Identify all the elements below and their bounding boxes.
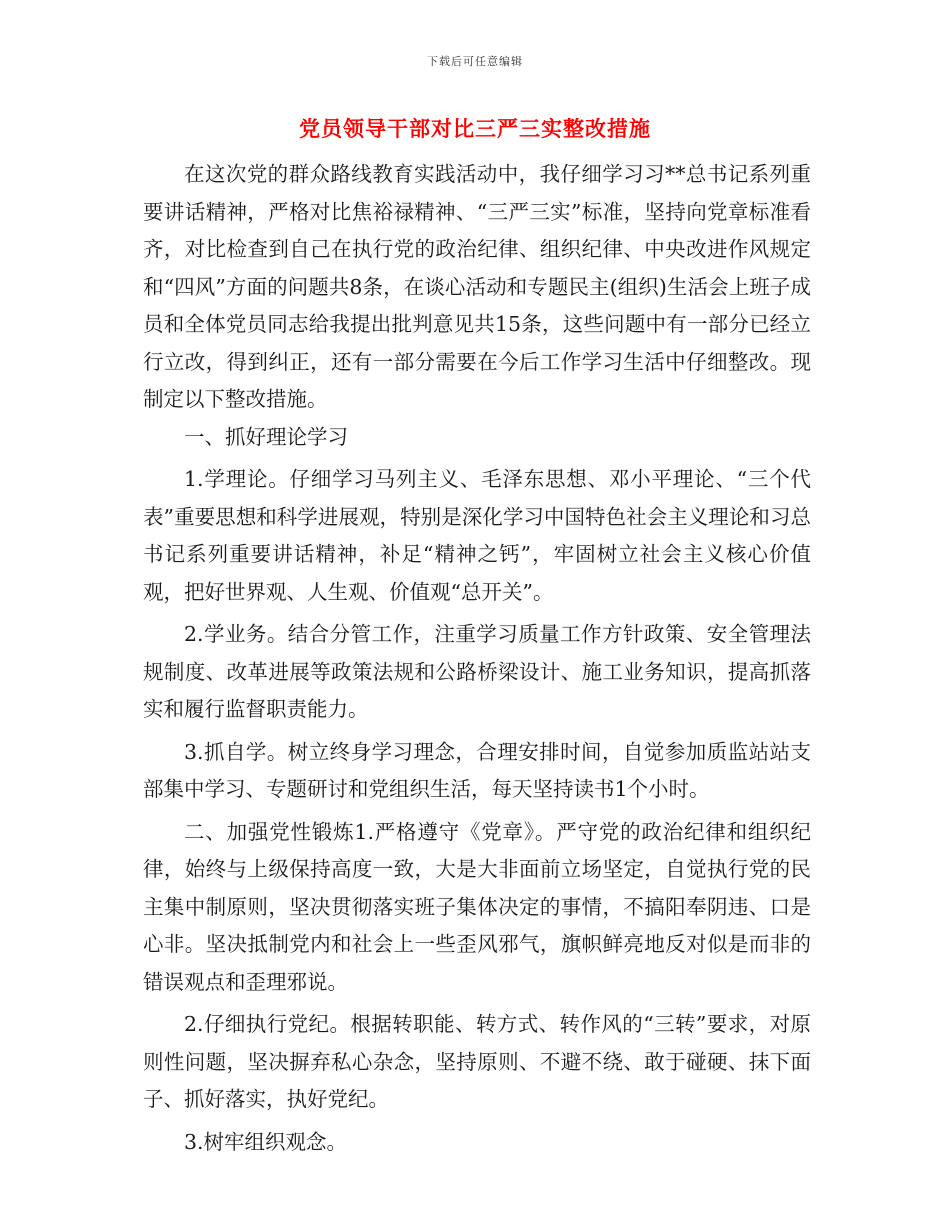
paragraph-study-business: 2.学业务。结合分管工作，注重学习质量工作方针政策、安全管理法规制度、改革进展等政策法规和公路桥梁设计、施工业务知识，提高抓落实和履行监督职责能力。: [143, 622, 811, 721]
paragraph-party-discipline: 二、加强党性锻炼1.严格遵守《党章》。严守党的政治纪律和组织纪律，始终与上级保持高度一致，大是大非面前立场坚定，自觉执行党的民主集中制原则，坚决贯彻落实班子集体决定的事情，不搞阳奉阴违、口是心非。坚决抵制党内和社会上一些歪风邪气，旗帜鲜亮地反对似是而非的错误观点和歪理邪说。: [143, 819, 811, 994]
paragraph-execute-discipline: 2.仔细执行党纪。根据转职能、转方式、转作风的“三转”要求，对原则性问题，坚决摒弃私心杂念，坚持原则、不避不绕、敢于碰硬、抹下面子、抓好落实，执好党纪。: [143, 1012, 811, 1111]
paragraph-self-study: 3.抓自学。树立终身学习理念，合理安排时间，自觉参加质监站站支部集中学习、专题研讨和党组织生活，每天坚持读书1个小时。: [143, 739, 811, 801]
header-note: 下载后可任意编辑: [427, 55, 523, 68]
document-body: [143, 156, 811, 1161]
paragraph-intro: 在这次党的群众路线教育实践活动中，我仔细学习习**总书记系列重要讲话精神，严格对比焦裕禄精神、“三严三实”标准，坚持向党章标准看齐，对比检查到自己在执行党的政治纪律、组织纪律、中央改进作风规定和“四风”方面的问题共8条，在谈心活动和专题民主(组织)生活会上班子成员和全体党员同志给我提出批判意见共15条，这些问题中有一部分已经立行立改，得到纠正，还有一部分需要在今后工作学习生活中仔细整改。现制定以下整改措施。: [143, 162, 811, 411]
paragraph-organization-concept: 3.树牢组织观念。: [184, 1129, 348, 1154]
section-heading-theory-study: 一、抓好理论学习: [184, 424, 348, 449]
document-title: 党员领导干部对比三严三实整改措施: [299, 116, 651, 141]
paragraph-study-theory: 1.学理论。仔细学习马列主义、毛泽东思想、邓小平理论、“三个代表”重要思想和科学进展观，特别是深化学习中国特色社会主义理论和习总书记系列重要讲话精神，补足“精神之钙”，牢固树立社会主义核心价值观，把好世界观、人生观、价值观“总开关”。: [143, 467, 811, 604]
